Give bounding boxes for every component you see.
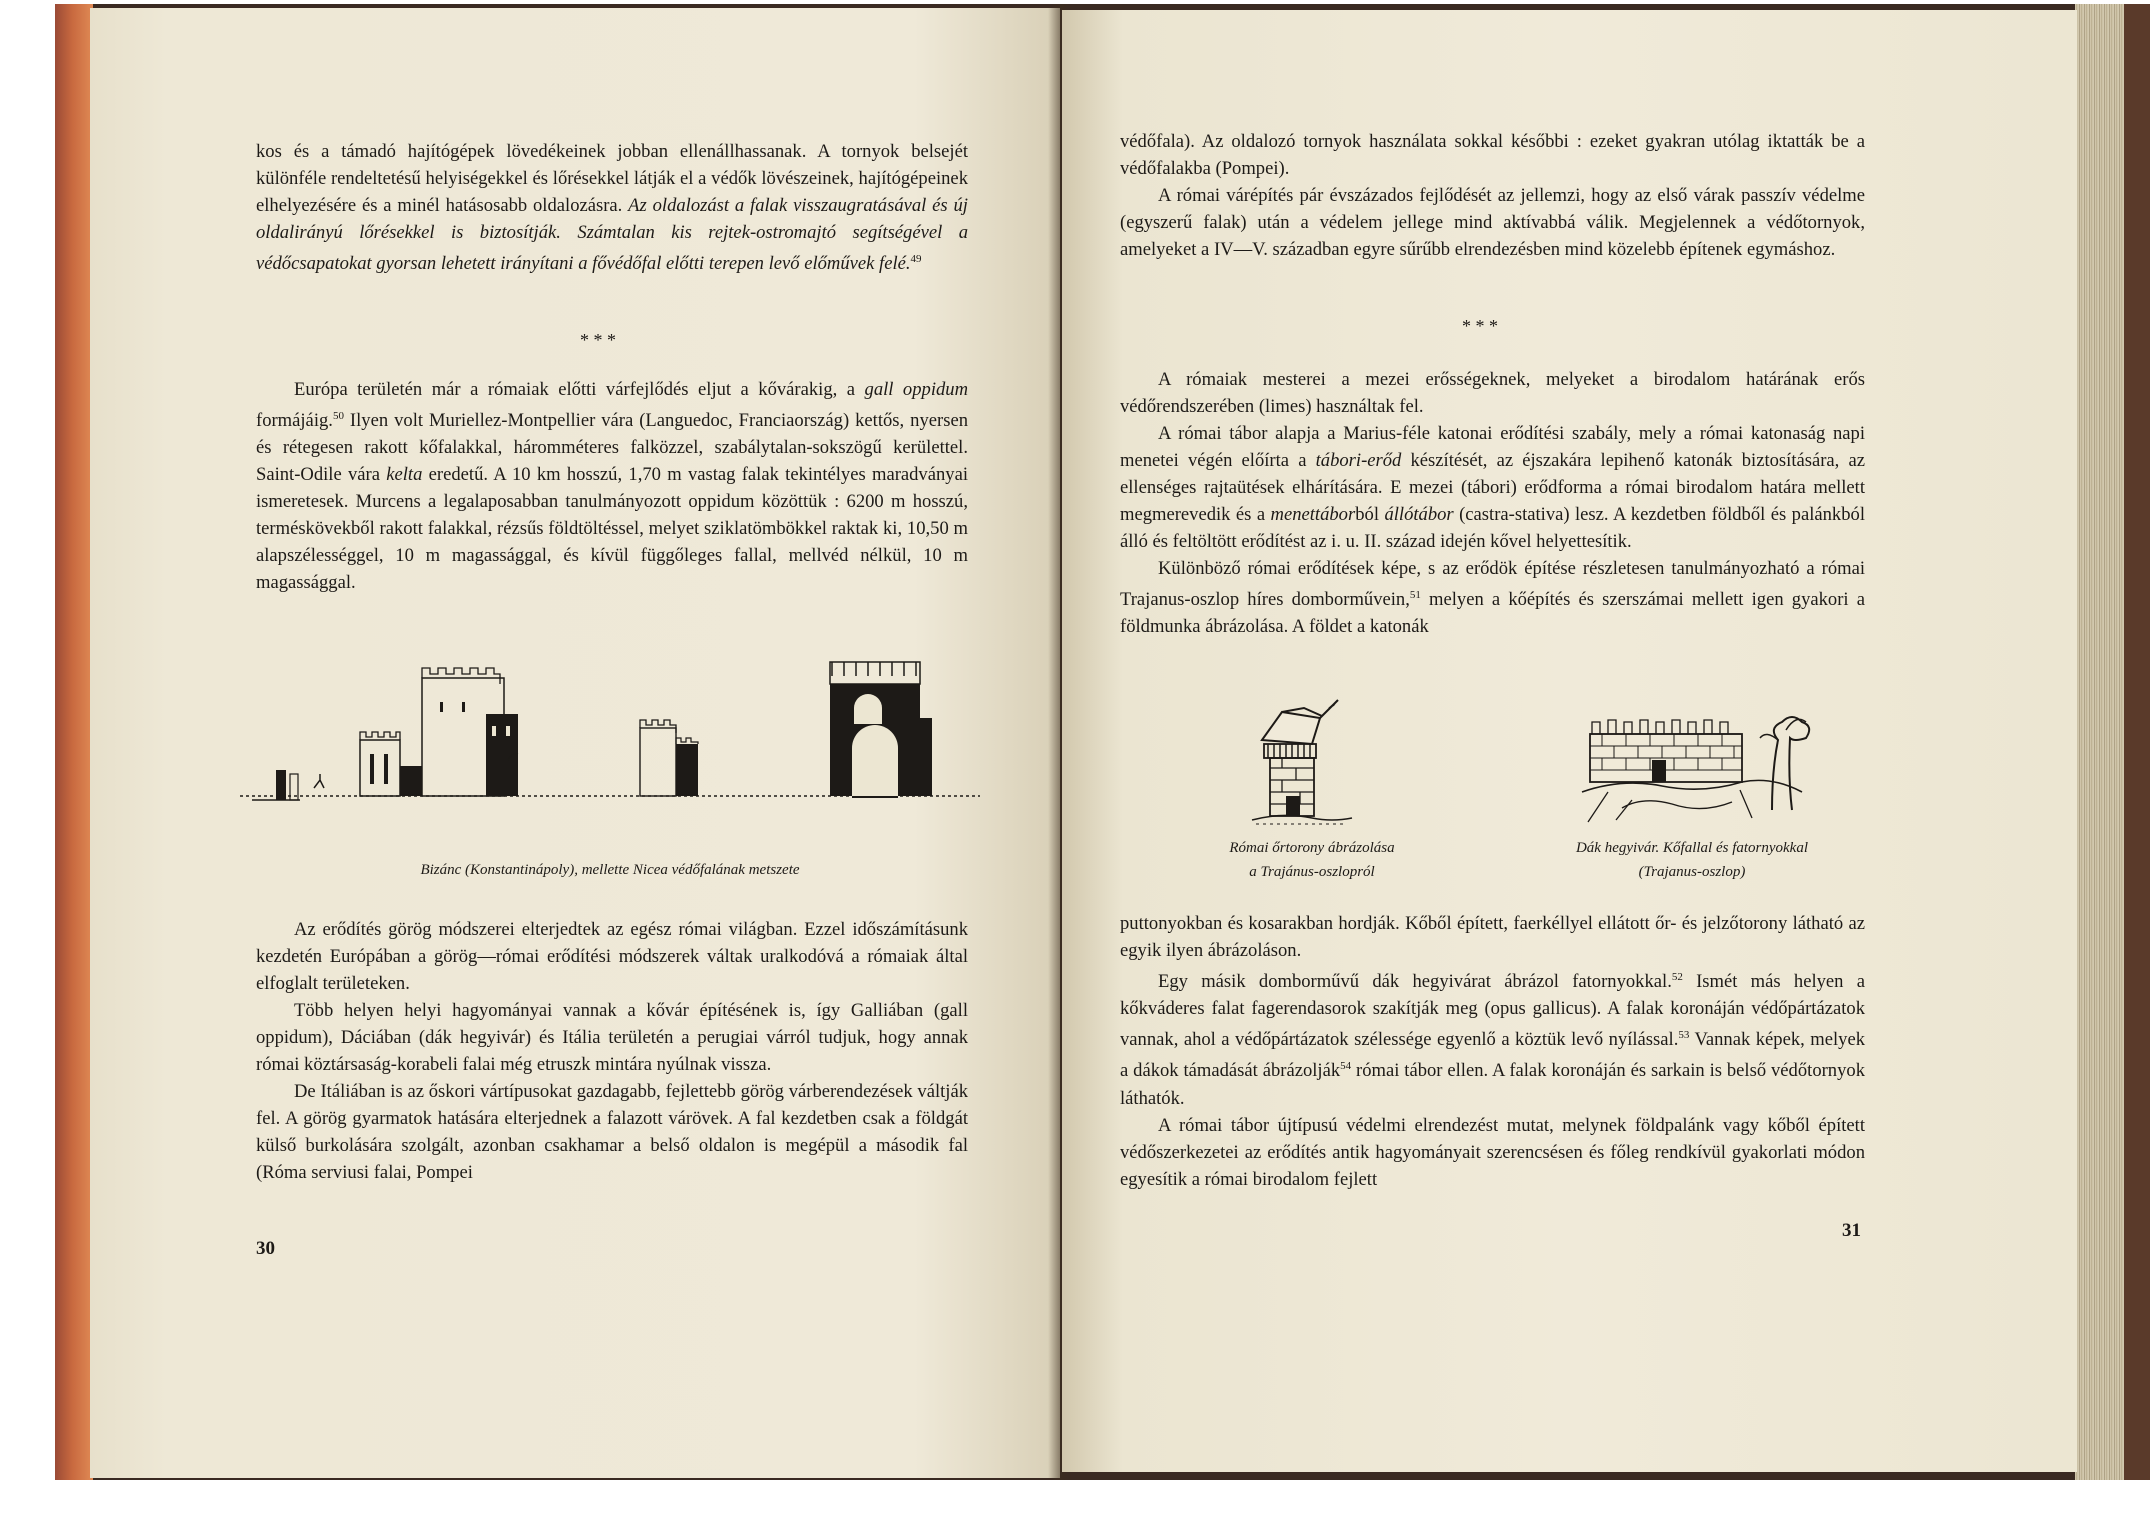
left-text-block-3 [256,916,968,1186]
section-stars-right: * * * [1462,316,1498,336]
fortress-caption: Dák hegyivár. Kőfallal és fatornyokkal (Trajanus-oszlop) [1575,840,1809,880]
right-paragraph-7: Egy másik domborművű dák hegyivárat ábrázol fatornyokkal.$^{52}$ Ismét más helyen a kőkváderes falat fagerendasorok szakítják meg (opus gallicus). A falak koronáján védőpártázatok vannak, ahol a védőpártázatok szélessége egyenlő a köztük levő nyílással.$^{53}$ Vannak képek, melyek a dákok támadását ábrázolják$^{54}$ római tábor ellen. A falak koronáján és sarkain is belső védőtornyok láthatók. [1120,971,1865,1109]
right-text-block-3 [1120,910,1865,1193]
left-page-number: 30 [256,1238,275,1259]
left-paragraph-2: Európa területén már a rómaiak előtti várfejlődés eljut a kővárakig, a gall oppidum formájáig.$^{50}$ Ilyen volt Muriellez-Montpellier vára (Languedoc, Franciaország) kettős, nyersen és rétegesen rakott kőfalakkal, háromméteres falközzel, szabálytalan-sokszögű kerülettel. Saint-Odile vára kelta eredetű. A 10 km hosszú, 1,70 m vastag falak tekintélyes maradványai ismeretesek. Murcens a legalaposabban tanulmányozott oppidum közöttük : 6200 m hosszú, terméskövekből rakott falakkal, rézsűs földtöltéssel, melyet sziklatömbökkel raktak ki, 10,50 m alapszélességgel, 10 m magassággal, és kívül függőleges fallal, mellvéd nélkül, 10 m magassággal. [256,379,969,594]
right-paragraph-4: A római tábor alapja a Marius-féle katonai erődítési szabály, mely a római katonaság napi menetei végén előírta a tábori-erőd készítését, az éjszakára lepihenő katonák biztosítására, az ellenséges rajtaütések elhárítására. E mezei (tábori) erődforma a római birodalom határa mellett megmerevedik és a menettáborból állótábor (castra-stativa) lesz. A kezdetben földből és palánkból álló és feltöltött erődítést az i. u. II. század idején kővel helyettesítik. [1120,423,1865,552]
right-page [1062,10,2077,1472]
book-edge-left [55,4,93,1480]
right-paragraph-6: puttonyokban és kosarakban hordják. Kőből épített, faerkéllyel ellátott őr- és jelzőtorony látható az egyik ilyen ábrázoláson. [1120,913,1865,961]
left-paragraph-1: kos és a támadó hajítógépek lövedékeinek jobban ellenállhassanak. A tornyok belsejét különféle rendeltetésű helyiségekkel és lőrésekkel látják el a védők lövészeinek, hajítógépeinek elhelyezésére és a minél hatásosabb oldalozásra. Az oldalozást a falak visszaugratásával és új oldalirányú lőrésekkel is biztosítják. Számtalan kis rejtek-ostromajtó segítségével a védőcsapatokat gyorsan lehetett irányítani a fővédőfal előtti terepen levő előművek felé.$^{49}$ [256,141,968,275]
left-text-block-2 [256,376,968,596]
left-paragraph-4: Több helyen helyi hagyományai vannak a kővár építésének is, így Galliában (gall oppidum), Dáciában (dák hegyivár) és Itália területén a perugiai várról tudjuk, hogy annak római köztársaság-korabeli falai még etruszk mintára nyúlnak vissza. [256,1000,968,1075]
left-figure-caption: Bizánc (Konstantinápoly), mellette Nicea védőfalának metszete [420,862,800,878]
watchtower-caption: Római őrtorony ábrázolása a Trajánus-oszlopról [1229,840,1395,880]
section-stars: * * * [580,330,616,350]
right-paragraph-3: A rómaiak mesterei a mezei erősségeknek, melyeket a birodalom határának erős védőrendszerében (limes) használtak fel. [1120,369,1865,417]
book-edge-right [2075,4,2150,1480]
right-paragraph-1: védőfala). Az oldalozó tornyok használata sokkal későbbi : ezeket gyakran utólag iktatták be a védőfalakba (Pompei). [1120,131,1865,179]
right-text-block-2 [1120,366,1865,640]
left-text-block-1 [256,138,968,277]
dacian-fortress-illustration [1582,700,1822,830]
right-page-number: 31 [1842,1220,1861,1241]
right-paragraph-8: A római tábor újtípusú védelmi elrendezést mutat, melynek földpalánk vagy kőből épített védőszerkezetei az erődítés antik hagyományait szerencsésen és főleg rendkívül gyakorlati módon egyesítik a római birodalom fejlett [1120,1114,1865,1190]
right-text-block-1 [1120,128,1865,263]
left-paragraph-3: Az erődítés görög módszerei elterjedtek az egész római világban. Ezzel időszámításunk kezdetén Európában a görög—római erődítési módszerek váltak uralkodóvá a rómaiak által elfoglalt területeken. [256,919,968,994]
right-paragraph-2: A római várépítés pár évszázados fejlődését az jellemzi, hogy az első várak passzív védelme (egyszerű falak) után a védelem jellege mind aktívabbá válik. Megjelennek a védőtornyok, amelyeket a IV—V. században egyre sűrűbb elrendezésben mind közelebb építenek egymáshoz. [1120,185,1865,260]
left-paragraph-5: De Itáliában is az őskori vártípusokat gazdagabb, fejlettebb görög várberendezések váltják fel. A görög gyarmatok hatására elterjednek a falazott várövek. A fal kezdetben csak a földgát külső burkolására szolgált, azonban csakhamar a belső oldalon is megépül a második fal (Róma serviusi falai, Pompei [256,1081,968,1183]
left-page [90,8,1060,1478]
watchtower-illustration [1242,700,1362,830]
footnote-ref: 49 [910,253,922,265]
wall-section-figure [240,648,980,838]
left-italic-passage: Az oldalozást a falak visszaugratásával és új oldalirányú lőrésekkel is biztosítják. Számtalan kis rejtek-ostromajtó segítségével a védőcsapatokat gyorsan lehetett irányítani a fővédőfal előtti terepen levő előművek felé. [256,195,968,275]
right-paragraph-5: Különböző római erődítések képe, s az erődök építése részletesen tanulmányozható a római Trajanus-oszlop híres domborművein,$^{51}$ melyen a kőépítés és szerszámai mellett igen gyakori a földmunka ábrázolása. A földet a katonák [1120,558,1865,638]
